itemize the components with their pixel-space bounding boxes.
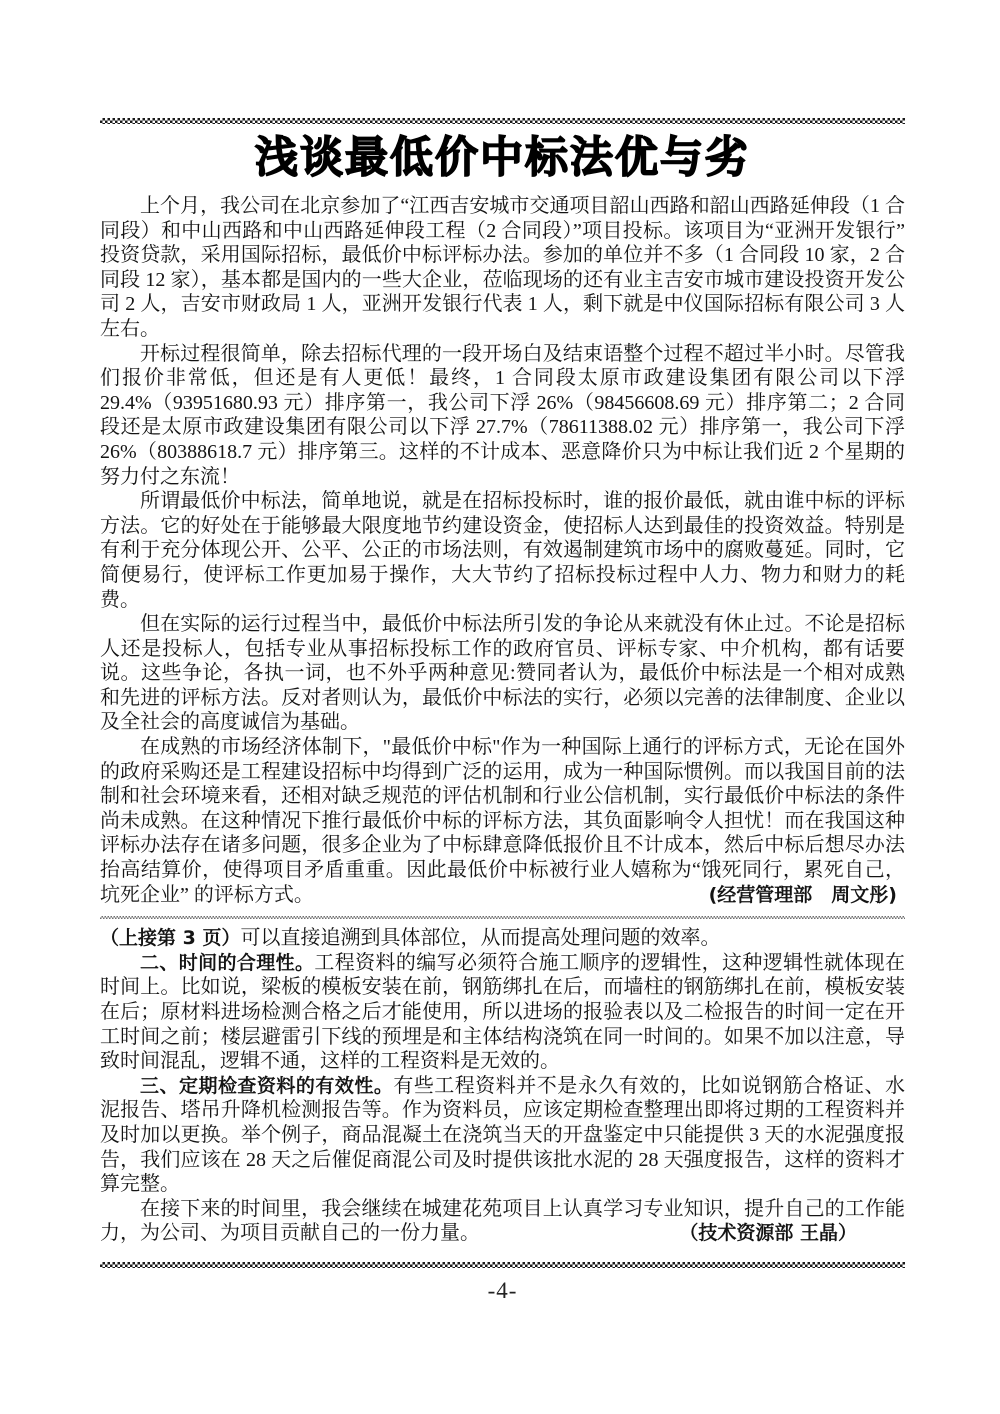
article2-signature: （技术资源部 王晶） bbox=[679, 1222, 857, 1245]
article2-section-2 bbox=[100, 951, 905, 1074]
section-3-heading: 三、定期检查资料的有效性。 bbox=[140, 1074, 394, 1097]
article1-paragraph-3: 所谓最低价中标法，简单地说，就是在招标投标时，谁的报价最低，就由谁中标的评标方法。它的好处在于能够最大限度地节约建设资金，使招标人达到最佳的投资效益。特别是有利于充分体现公开、公平、公正的市场法则，有效遏制建筑市场中的腐败蔓延。同时，它简便易行，使评标工作更加易于操作，大大节约了招标投标过程中人力、物力和财力的耗费。 bbox=[100, 490, 905, 611]
article1-paragraph-2: 开标过程很简单，除去招标代理的一段开场白及结束语整个过程不超过半小时。尽管我们报价非常低，但还是有人更低！最终，1 合同段太原市政建设集团有限公司以下浮 29.4%（93951680.93 元）排序第一，我公司下浮 26%（98456608.69 元）排序第二；2 合同段还是太原市政建设集团有限公司以下浮 27.7%（78611388.02 元）排序第一，我公司下浮 26%（80388618.7 元）排序第三。这样的不计成本、恶意降价只为中标让我们近 2 个星期的努力付之东流！ bbox=[100, 342, 905, 488]
article2-closing-text: 在接下来的时间里，我会继续在城建花苑项目上认真学习专业知识，提升自己的工作能力，为公司、为项目贡献自己的一份力量。 bbox=[100, 1197, 905, 1245]
article1-paragraph-1: 上个月，我公司在北京参加了“江西吉安城市交通项目韶山西路和韶山西路延伸段（1 合同段）和中山西路和中山西路延伸段工程（2 合同段）”项目投标。该项目为“亚洲开发银行”投资贷款，采用国际招标，最低价中标评标办法。参加的单位并不多（1 合同段 10 家，2 合同段 12 家），基本都是国内的一些大企业，莅临现场的还有业主吉安市城市建设投资开发公司 2 人，吉安市财政局 1 人，亚洲开发银行代表 1 人，剩下就是中仪国际招标有限公司 3 人左右。 bbox=[100, 195, 905, 340]
section-3-text: 有些工程资料并不是永久有效的，比如说钢筋合格证、水泥报告、塔吊升降机检测报告等。作为资料员，应该定期检查整理出即将过期的工程资料并及时加以更换。举个例子，商品混凝土在浇筑当天的开盘鉴定中只能提供 3 天的水泥强度报告，我们应该在 28 天之后催促商混公司及时提供该批水泥的 28 天强度报告，这样的资料才算完整。 bbox=[100, 1074, 905, 1196]
article2-continuation bbox=[100, 926, 905, 951]
section-divider bbox=[100, 916, 905, 919]
section-2-heading: 二、时间的合理性。 bbox=[140, 951, 315, 974]
bottom-divider bbox=[100, 1262, 905, 1268]
page-number: -4- bbox=[487, 1277, 518, 1303]
section-2-text: 工程资料的编写必须符合施工顺序的逻辑性，这种逻辑性就体现在时间上。比如说，梁板的模板安装在前，钢筋绑扎在后，而墙柱的钢筋绑扎在前，模板安装在后；原材料进场检测合格之后才能使用，所以进场的报验表以及二检报告的时间一定在开工时间之前；楼层避雷引下线的预埋是和主体结构浇筑在同一时间的。如果不加以注意，导致时间混乱，逻辑不通，这样的工程资料是无效的。 bbox=[100, 951, 905, 1073]
article2-closing bbox=[100, 1197, 905, 1246]
continuation-text: 可以直接追溯到具体部位，从而提高处理问题的效率。 bbox=[240, 927, 721, 950]
article1-title: 浅谈最低价中标法优与劣 bbox=[255, 133, 750, 183]
article2-section-3 bbox=[100, 1074, 905, 1197]
article1-paragraph-5-text: 在成熟的市场经济体制下，"最低价中标"作为一种国际上通行的评标方式，无论在国外的政府采购还是工程建设招标中均得到广泛的运用，成为一种国际惯例。而以我国目前的法制和社会环境来看，还相对缺乏规范的评估机制和行业公信机制，实行最低价中标法的条件尚未成熟。在这种情况下推行最低价中标的评标方法，其负面影响令人担忧！而在我国这种评标办法存在诸多问题，很多企业为了中标肆意降低报价且不计成本，然后中标后想尽办法抬高结算价，使得项目矛盾重重。因此最低价中标被行业人嬉称为“饿死同行，累死自己，坑死企业” 的评标方式。 bbox=[100, 736, 905, 906]
article1-paragraph-4: 但在实际的运行过程当中，最低价中标法所引发的争论从来就没有休止过。不论是招标人还是投标人，包括专业从事招标投标工作的政府官员、评标专家、中介机构，都有话要说。这些争论，各执一词，也不外乎两种意见:赞同者认为，最低价中标法是一个相对成熟和先进的评标方法。反对者则认为，最低价中标法的实行，必须以完善的法律制度、企业以及全社会的高度诚信为基础。 bbox=[100, 613, 905, 734]
top-divider bbox=[100, 118, 905, 124]
page-content bbox=[100, 118, 905, 1304]
article1-paragraph-5 bbox=[100, 735, 905, 907]
article1-signature: (经营管理部 周文彤) bbox=[708, 883, 897, 906]
continuation-label: （上接第 3 页） bbox=[100, 927, 241, 950]
